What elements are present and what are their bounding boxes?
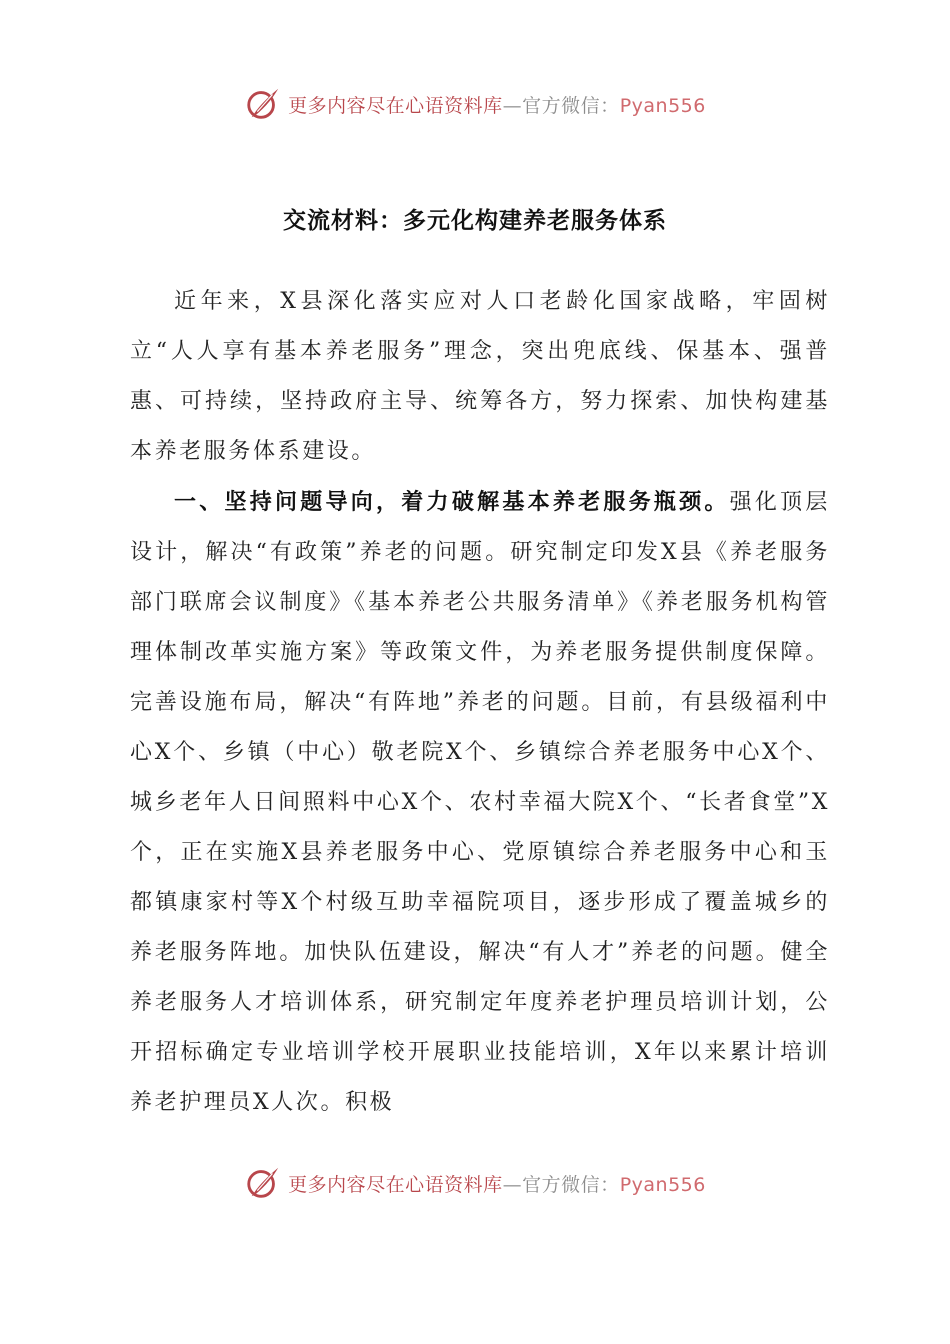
- banner-slogan: 更多内容尽在心语资料库: [288, 1173, 503, 1196]
- paragraph-section-1: [130, 477, 830, 1128]
- footer-banner: [0, 1163, 950, 1203]
- banner-wechat-id: Pyan556: [619, 94, 706, 117]
- banner-text: [288, 1170, 706, 1197]
- paragraph-intro: 近年来，X县深化落实应对人口老龄化国家战略，牢固树立“人人享有基本养老服务”理念，突出兜底线、保基本、强普惠、可持续，坚持政府主导、统筹各方，努力探索、加快构建基本养老服务体系建设。: [130, 289, 830, 464]
- banner-wechat-id: Pyan556: [619, 1173, 706, 1196]
- banner-wechat-label: 官方微信：: [522, 1173, 620, 1196]
- quill-logo-icon: [244, 85, 282, 123]
- document-title: 交流材料：多元化构建养老服务体系: [283, 207, 667, 234]
- banner-dash: —: [502, 1173, 523, 1196]
- section-1-heading: 一、坚持问题导向，着力破解基本养老服务瓶颈。: [174, 489, 730, 515]
- banner-text: [288, 91, 706, 118]
- header-banner: [0, 84, 950, 124]
- banner-wechat-label: 官方微信：: [522, 94, 620, 117]
- banner-dash: —: [502, 94, 523, 117]
- document-body: [130, 277, 830, 1128]
- quill-logo-icon: [244, 1164, 282, 1202]
- section-1-text: 强化顶层设计，解决“有政策”养老的问题。研究制定印发X县《养老服务部门联席会议制度》《基本养老公共服务清单》《养老服务机构管理体制改革实施方案》等政策文件，为养老服务提供制度保障。完善设施布局，解决“有阵地”养老的问题。目前，有县级福利中心X个、乡镇（中心）敬老院X个、乡镇综合养老服务中心X个、城乡老年人日间照料中心X个、农村幸福大院X个、“长者食堂”X个，正在实施X县养老服务中心、党原镇综合养老服务中心和玉都镇康家村等X个村级互助幸福院项目，逐步形成了覆盖城乡的养老服务阵地。加快队伍建设，解决“有人才”养老的问题。健全养老服务人才培训体系，研究制定年度养老护理员培训计划，公开招标确定专业培训学校开展职业技能培训，X年以来累计培训养老护理员X人次。积极: [130, 490, 831, 1115]
- banner-slogan: 更多内容尽在心语资料库: [288, 94, 503, 117]
